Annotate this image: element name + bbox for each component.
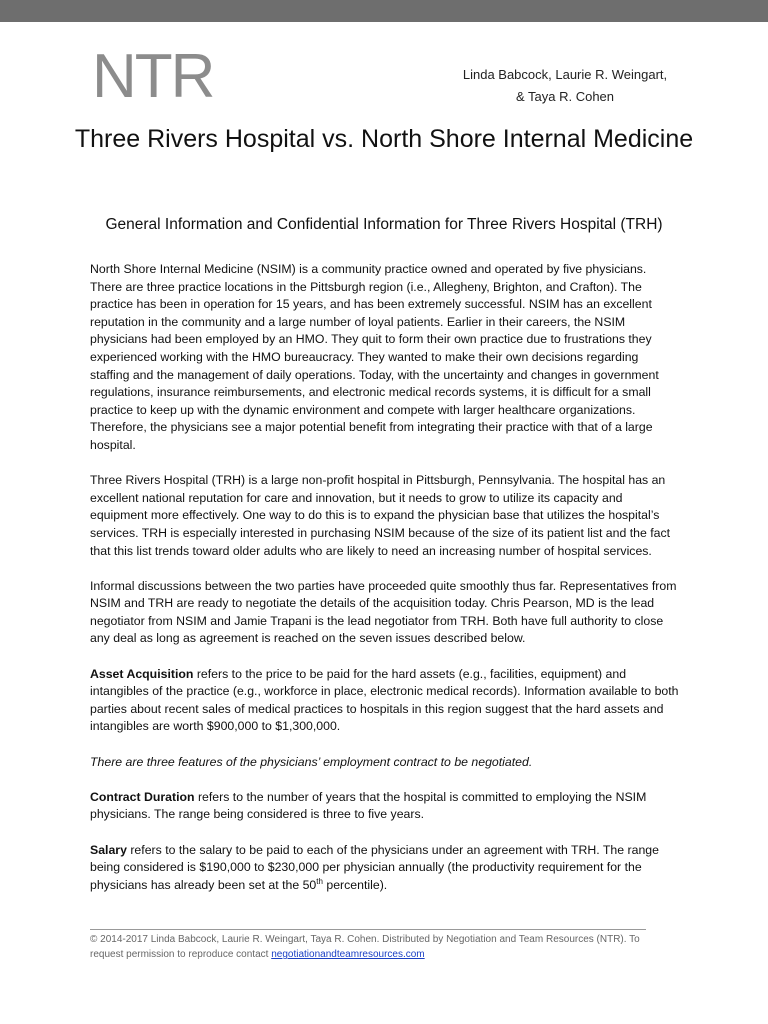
salary-superscript: th: [316, 876, 323, 886]
contact-link[interactable]: negotiationandteamresources.com: [271, 949, 425, 960]
paragraph-nsim: North Shore Internal Medicine (NSIM) is a community practice owned and operated by five physicians. There are three practice locations in the Pittsburgh region (i.e., Allegheny, Brighton, and Crafton). The practice has been in operation for 15 years, and has been extremely successful. NSIM has an excellent reputation in the community and a large number of loyal patients. Earlier in their careers, the NSIM physicians had been employed by an HMO. They quit to form their own practice due to frustrations they experienced working with the HMO bureaucracy. They wanted to make their own decisions regarding staffing and the management of daily operations. Today, with the uncertainty and changes in government regulations, insurance reimbursements, and electronic medical records systems, it is difficult for a small practice to keep up with the dynamic environment and compete with larger healthcare organizations. Therefore, the physicians see a major potential benefit from integrating their practice with that of a large hospital.: [90, 262, 659, 452]
contract-duration-text: refers to the number of years that the hospital is committed to employing the NSIM physicians. The range being considered is three to five years.: [90, 789, 647, 822]
document-body: [90, 261, 680, 912]
top-bar: [0, 0, 768, 22]
term-salary: Salary: [90, 842, 127, 857]
footer-copyright: [90, 932, 670, 962]
paragraph-salary: [90, 842, 680, 895]
salary-text: refers to the salary to be paid to each of the physicians under an agreement with TRH. The range being considered is $190,000 to $230,000 per physician annually (the productivity requirement for the physicians has already been set at the 50: [90, 842, 659, 892]
footer-text: © 2014-2017 Linda Babcock, Laurie R. Weingart, Taya R. Cohen. Distributed by Negotiation and Team Resources (NTR). To request permission to reproduce contact: [90, 934, 640, 960]
document-title: Three Rivers Hospital vs. North Shore Internal Medicine: [74, 125, 694, 153]
authors: [430, 64, 700, 108]
authors-line-1: Linda Babcock, Laurie R. Weingart,: [462, 67, 668, 82]
term-asset-acquisition: Asset Acquisition: [90, 666, 194, 681]
document-subtitle: General Information and Confidential Information for Three Rivers Hospital (TRH): [105, 216, 663, 233]
asset-acquisition-text: refers to the price to be paid for the hard assets (e.g., facilities, equipment) and intangibles of the practice (e.g., workforce in place, electronic medical records). Information available to both parties about recent sales of medical practices to hospitals in this region suggest that the hard assets and intangibles are worth $900,000 to $1,300,000.: [90, 666, 679, 734]
paragraph-contract-features: There are three features of the physicians’ employment contract to be negotiated.: [90, 754, 533, 769]
term-contract-duration: Contract Duration: [90, 789, 195, 804]
paragraph-asset-acquisition: [90, 666, 680, 736]
authors-line-2: & Taya R. Cohen: [515, 89, 615, 104]
salary-text-end: percentile).: [322, 877, 388, 892]
paragraph-trh: Three Rivers Hospital (TRH) is a large non-profit hospital in Pittsburgh, Pennsylvania. The hospital has an excellent national reputation for care and innovation, but it needs to grow to utilize its capacity and equipment more effectively. One way to do this is to expand the physician base that utilizes the hospital’s services. TRH is especially interested in purchasing NSIM because of the size of its patient list and the fact that this list trends toward older adults who are likely to need an increasing number of hospital services.: [90, 473, 671, 558]
footer-divider: [90, 929, 646, 930]
paragraph-discussions: Informal discussions between the two parties have proceeded quite smoothly thus far. Representatives from NSIM and TRH are ready to negotiate the details of the acquisition today. Chris Pearson, MD is the lead negotiator from NSIM and Jamie Trapani is the lead negotiator from TRH. Both have full authority to close any deal as long as agreement is reached on the seven issues described below.: [90, 578, 677, 646]
paragraph-contract-duration: [90, 789, 680, 824]
ntr-logo: NTR: [92, 42, 214, 111]
